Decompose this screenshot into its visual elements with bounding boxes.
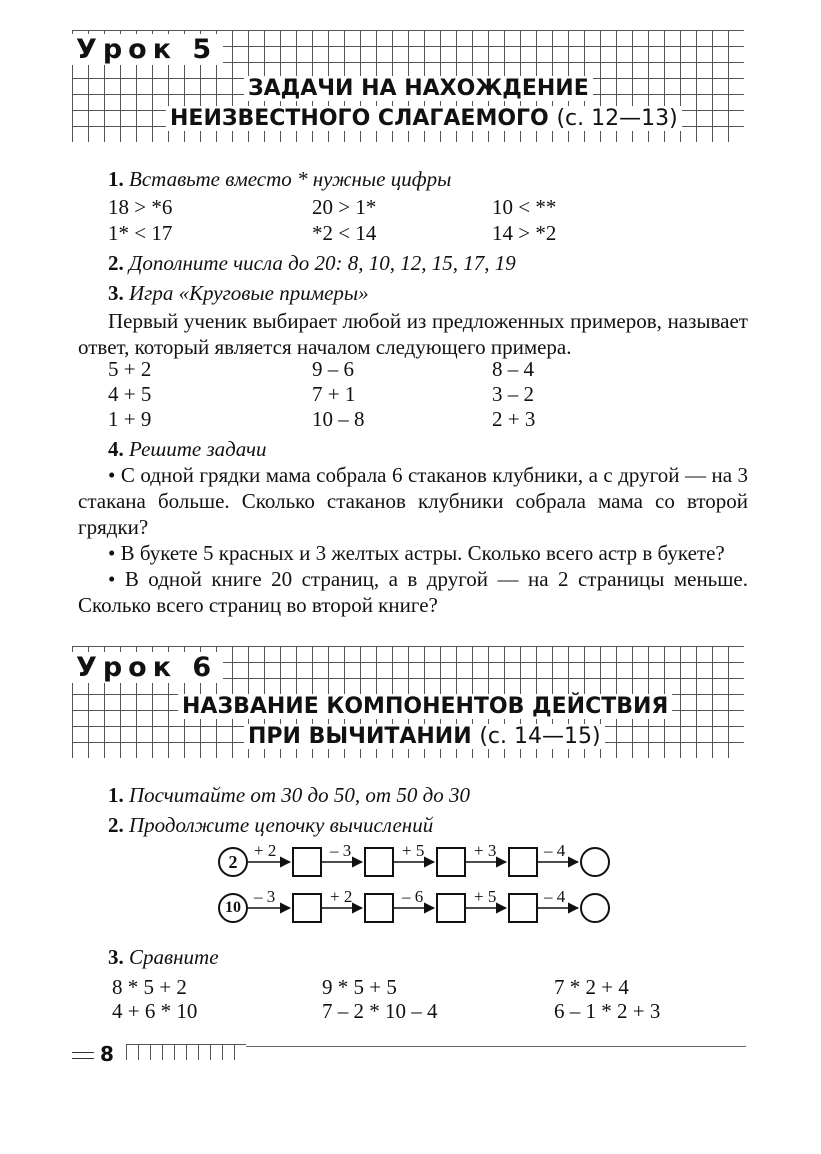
l5-task3-num: 3. [108,281,124,305]
l6-t3-r1c0: 4 + 6 * 10 [112,999,198,1023]
lesson6-label: Урок 6 [72,652,223,683]
l5-t3-r0c0: 5 + 2 [108,357,152,381]
lesson5-title-line1: ЗАДАЧИ НА НАХОЖДЕНИЕ [244,76,593,101]
l6-task2-num: 2. [108,813,124,837]
chain2-end-circle[interactable] [580,893,610,923]
lesson6-title-text: ПРИ ВЫЧИТАНИИ [248,724,472,749]
chain1-op-5: – 4 [544,841,566,860]
l6-task1-title: Посчитайте от 30 до 50, от 50 до 30 [129,783,470,807]
l6-task2-title: Продолжите цепочку вычислений [129,813,434,837]
l5-t1-r1c1: *2 < 14 [312,221,377,245]
chain1-box-2[interactable] [364,847,394,877]
l5-task4-problem3: • В одной книге 20 страниц, а в другой — на 2 страницы меньше. Сколько всего страниц во второй книге? [78,567,748,617]
chain2-box-1[interactable] [292,893,322,923]
chain2-box-3[interactable] [436,893,466,923]
l5-t1-r0c1: 20 > 1* [312,195,377,219]
l5-task3-title: Игра «Круговые примеры» [129,281,369,305]
l5-t3-r1c2: 3 – 2 [492,382,534,406]
l5-t3-r0c1: 9 – 6 [312,357,354,381]
l5-task1-title: Вставьте вместо * нужные цифры [129,167,452,191]
footer-grid [126,1044,246,1060]
footer-rule-right [246,1046,746,1047]
chain1-op-3: + 5 [402,841,425,860]
l6-task3-heading [108,944,219,970]
chain1-box-4[interactable] [508,847,538,877]
chain1-box-1[interactable] [292,847,322,877]
chain2-start-circle: 10 [218,893,248,923]
l5-t1-r1c2: 14 > *2 [492,221,557,245]
chain1-box-3[interactable] [436,847,466,877]
l5-t3-r2c0: 1 + 9 [108,407,152,431]
l5-t1-r1c0: 1* < 17 [108,221,173,245]
chain2-op-5: – 4 [544,887,566,906]
l6-t3-r1c1: 7 – 2 * 10 – 4 [322,999,438,1023]
l6-t3-r1c2: 6 – 1 * 2 + 3 [554,999,661,1023]
l5-task4-num: 4. [108,437,124,461]
l5-t1-r0c2: 10 < ** [492,195,557,219]
chain1-op-4: + 3 [474,841,497,860]
l5-task4-title: Решите задачи [129,437,267,461]
l5-task2-num: 2. [108,251,124,275]
chain2-op-4: + 5 [474,887,497,906]
chain1-start-circle: 2 [218,847,248,877]
l6-task3-title: Сравните [129,945,219,969]
l5-t1-r0c0: 18 > *6 [108,195,173,219]
chain1-op-1: + 2 [254,841,277,860]
lesson5-label: Урок 5 [72,34,223,65]
l5-task2-title: Дополните числа до 20: 8, 10, 12, 15, 17, 19 [129,251,516,275]
chain2-op-3: – 6 [402,887,424,906]
lesson6-title-line1: НАЗВАНИЕ КОМПОНЕНТОВ ДЕЙСТВИЯ [178,694,672,719]
l5-t3-r2c1: 10 – 8 [312,407,365,431]
l6-t3-r0c2: 7 * 2 + 4 [554,975,629,999]
footer-rule-left2 [72,1058,94,1059]
l6-t3-r0c0: 8 * 5 + 2 [112,975,187,999]
chain1-end-circle[interactable] [580,847,610,877]
lesson6-pages: (с. 14—15) [479,724,601,749]
chain2-op-1: – 3 [254,887,276,906]
l6-task1-num: 1. [108,783,124,807]
chain1-op-2: – 3 [330,841,352,860]
chain2-box-2[interactable] [364,893,394,923]
lesson5-title-text: НЕИЗВЕСТНОГО СЛАГАЕМОГО [170,106,549,131]
l6-t3-r0c1: 9 * 5 + 5 [322,975,397,999]
l5-task1-num: 1. [108,167,124,191]
chain2-box-4[interactable] [508,893,538,923]
page-number: 8 [100,1042,114,1066]
l5-task3-text: Первый ученик выбирает любой из предложенных примеров, называет ответ, который является началом следующего примера. [78,309,748,359]
lesson5-pages: (с. 12—13) [556,106,678,131]
chain2-op-2: + 2 [330,887,353,906]
l5-task4-problem2: • В букете 5 красных и 3 желтых астры. Сколько всего астр в букете? [108,541,725,565]
l6-task3-num: 3. [108,945,124,969]
footer-rule-left [72,1052,94,1053]
l5-t3-r1c1: 7 + 1 [312,382,356,406]
l5-task4-problem1: • С одной грядки мама собрала 6 стаканов клубники, а с другой — на 3 стакана больше. Сколько стаканов клубники собрала мама со второй грядки? [78,463,748,539]
l5-t3-r2c2: 2 + 3 [492,407,536,431]
l5-t3-r0c2: 8 – 4 [492,357,534,381]
l5-t3-r1c0: 4 + 5 [108,382,152,406]
